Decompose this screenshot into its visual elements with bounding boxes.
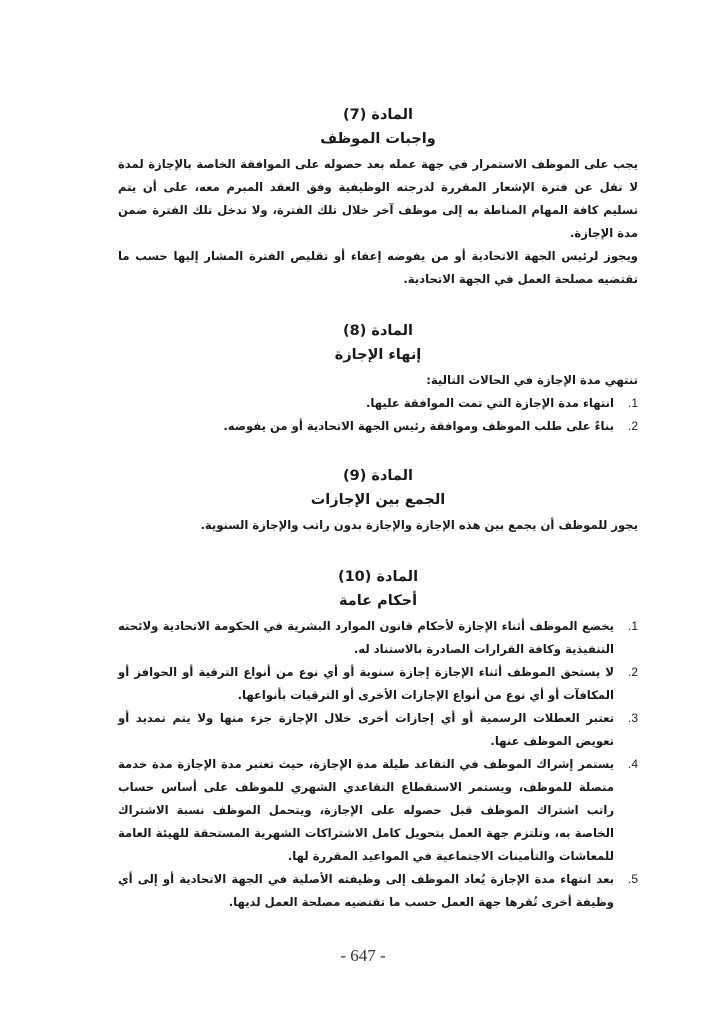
article-7 (118, 103, 638, 291)
article-8-subtitle: إنهاء الإجازة (334, 347, 422, 363)
article-8 (118, 319, 638, 438)
list-item (118, 661, 638, 707)
list-item (118, 415, 638, 438)
list-item-text: بعد انتهاء مدة الإجازة يُعاد الموظف إلى وظيفته الأصلية في الجهة الاتحادية أو إلى أي وظيفة أخرى تُقرها جهة العمل حسب ما تقتضيه مصلحة العمل لديها. (118, 872, 614, 909)
list-item (118, 392, 638, 415)
page-content (118, 103, 638, 914)
page-number: - 647 - (340, 946, 386, 965)
list-item (118, 868, 638, 914)
article-9 (118, 464, 638, 537)
list-item-number: 1. (627, 619, 638, 633)
list-item-text: انتهاء مدة الإجازة التي تمت الموافقة عليها. (365, 396, 614, 410)
list-item-number: 2. (627, 665, 638, 679)
list-item-text: تعتبر العطلات الرسمية أو أي إجازات أخرى خلال الإجازة جزء منها ولا يتم تمديد أو تعويض الموظف عنها. (118, 711, 614, 748)
article-8-title: المادة (8) (343, 323, 413, 339)
article-9-paragraph-1: يجوز للموظف أن يجمع بين هذه الإجازة والإجازة بدون راتب والإجازة السنوية. (200, 518, 638, 532)
spacer (118, 438, 638, 464)
article-10 (118, 565, 638, 914)
article-10-subtitle: أحكام عامة (338, 593, 418, 609)
article-10-title: المادة (10) (337, 569, 419, 585)
spacer (118, 291, 638, 319)
list-item-number: 5. (627, 872, 638, 886)
list-item-text: لا يستحق الموظف أثناء الإجازة إجازة سنوية أو أي نوع من أنواع الترقية أو الحوافز أو المكافآت أو أي نوع من أنواع الإجازات الأخرى أو الترقيات بأنواعها. (118, 665, 614, 702)
article-7-paragraph-1: يجب على الموظف الاستمرار في جهة عمله بعد حصوله على الموافقة الخاصة بالإجازة لمدة لا تقل عن فترة الإشعار المقررة لدرجته الوظيفية وفق العقد المبرم معه، على أن يتم تسليم كافة المهام المناطة به إلى موظف آخر خلال تلك الفترة، ولا تدخل تلك الفترة ضمن مدة الإجازة. (118, 157, 638, 240)
article-7-paragraph-2: ويجوز لرئيس الجهة الاتحادية أو من يفوضه إعفاء أو تقليص الفترة المشار إليها حسب ما تقتضيه مصلحة العمل في الجهة الاتحادية. (118, 249, 638, 286)
list-item-number: 3. (627, 711, 638, 725)
list-item-number: 1. (627, 396, 638, 410)
list-item-number: 2. (627, 419, 638, 433)
article-10-list (118, 615, 638, 914)
article-8-list (118, 392, 638, 438)
list-item-text: يستمر إشراك الموظف في التقاعد طيلة مدة الإجازة، حيث تعتبر مدة الإجازة مدة خدمة متصلة للموظف، ويستمر الاستقطاع التقاعدي الشهري للموظف على أساس حساب راتب اشتراك الموظف قبل حصوله على الإجازة، ويتحمل الموظف نسبة الاشتراك الخاصة به، وتلتزم جهة العمل بتحويل كامل الاشتراكات الشهرية المستحقة للهيئة العامة للمعاشات والتأمينات الاجتماعية في المواعيد المقررة لها. (118, 757, 614, 863)
article-9-title: المادة (9) (343, 468, 413, 484)
list-item (118, 753, 638, 868)
article-7-subtitle: واجبات الموظف (320, 131, 436, 147)
list-item (118, 615, 638, 661)
list-item-text: بناءً على طلب الموظف وموافقة رئيس الجهة الاتحادية أو من يفوضه. (223, 419, 614, 433)
spacer (118, 537, 638, 565)
list-item-number: 4. (627, 757, 638, 771)
list-item-text: يخضع الموظف أثناء الإجازة لأحكام قانون الموارد البشرية في الحكومة الاتحادية ولائحته التنفيذية وكافة القرارات الصادرة بالاستناد له. (118, 619, 614, 656)
article-9-subtitle: الجمع بين الإجازات (310, 492, 446, 508)
list-item (118, 707, 638, 753)
article-7-title: المادة (7) (343, 107, 413, 123)
article-8-intro: تنتهي مدة الإجازة في الحالات التالية: (426, 373, 638, 387)
